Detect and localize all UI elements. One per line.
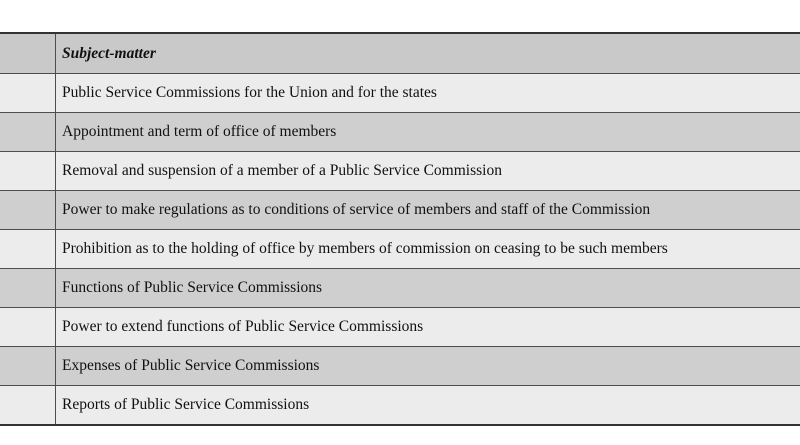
table-row xyxy=(0,191,800,230)
table-header-row xyxy=(0,33,800,74)
subject-cell: Power to extend functions of Public Service Commissions xyxy=(56,308,800,347)
row-number-cell xyxy=(0,308,56,347)
subject-cell: Reports of Public Service Commissions xyxy=(56,386,800,426)
row-number-cell xyxy=(0,152,56,191)
row-number-cell xyxy=(0,269,56,308)
column-header-no xyxy=(0,33,56,74)
subject-matter-table xyxy=(0,32,800,426)
subject-cell: Expenses of Public Service Commissions xyxy=(56,347,800,386)
row-number-cell xyxy=(0,386,56,426)
subject-cell: Power to make regulations as to conditions of service of members and staff of the Commission xyxy=(56,191,800,230)
table-row xyxy=(0,269,800,308)
subject-matter-table-container xyxy=(0,32,800,426)
subject-cell: Appointment and term of office of members xyxy=(56,113,800,152)
row-number-cell xyxy=(0,230,56,269)
table-row xyxy=(0,386,800,426)
row-number-cell xyxy=(0,113,56,152)
row-number-cell xyxy=(0,74,56,113)
table-row xyxy=(0,308,800,347)
row-number-cell xyxy=(0,191,56,230)
subject-cell: Public Service Commissions for the Union and for the states xyxy=(56,74,800,113)
subject-cell: Prohibition as to the holding of office by members of commission on ceasing to be such members xyxy=(56,230,800,269)
subject-cell: Removal and suspension of a member of a Public Service Commission xyxy=(56,152,800,191)
row-number-cell xyxy=(0,347,56,386)
column-header-subject-matter: Subject-matter xyxy=(56,33,800,74)
table-row xyxy=(0,347,800,386)
table-row xyxy=(0,230,800,269)
table-row xyxy=(0,152,800,191)
subject-cell: Functions of Public Service Commissions xyxy=(56,269,800,308)
table-row xyxy=(0,74,800,113)
table-row xyxy=(0,113,800,152)
